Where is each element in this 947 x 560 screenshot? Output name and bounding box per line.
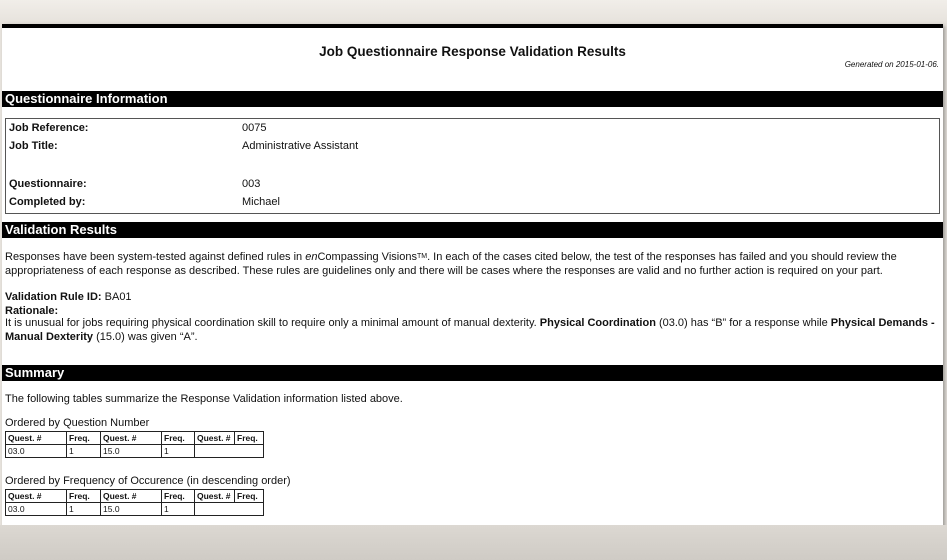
brand-en: en [305,251,318,263]
header-quest: Quest. # [101,490,162,503]
generated-date: Generated on 2015-01-06. [844,60,939,69]
cell-quest: 03.0 [6,445,67,458]
validation-rule-line [5,290,941,304]
section-header-summary: Summary [2,365,943,381]
table-caption-by-frequency: Ordered by Frequency of Occurence (in descending order) [5,475,291,487]
rationale-physical-coordination: Physical Coordination [539,317,656,329]
questionnaire-value: 003 [242,178,261,190]
questionnaire-label: Questionnaire: [9,178,87,190]
header-quest: Quest. # [195,432,235,445]
cell-freq: 1 [162,445,195,458]
cell-freq: 1 [67,445,101,458]
table-caption-by-question: Ordered by Question Number [5,417,150,429]
header-freq: Freq. [235,432,264,445]
section-header-validation-results: Validation Results [2,222,943,238]
job-reference-label: Job Reference: [9,122,89,134]
header-quest: Quest. # [6,490,67,503]
table-row [6,445,264,458]
header-freq: Freq. [67,490,101,503]
window-background-top [0,0,947,24]
validation-rule-label: Validation Rule ID: [5,291,102,303]
header-freq: Freq. [162,490,195,503]
cell-empty [195,503,264,516]
brand-name: Compassing Visions [317,251,417,263]
summary-intro: The following tables summarize the Response Validation information listed above. [5,393,403,405]
header-freq: Freq. [162,432,195,445]
completed-by-label: Completed by: [9,196,86,208]
header-quest: Quest. # [195,490,235,503]
report-page [2,24,943,528]
validation-rule-id: BA01 [104,291,132,303]
job-reference-value: 0075 [242,122,267,134]
validation-intro-start: Responses have been system-tested against defined rules in [5,251,306,263]
rationale-manual-dexterity: Physical Demands - Manual Dexterity [5,317,935,343]
summary-table-by-question [5,431,264,458]
rationale-label: Rationale: [5,305,59,317]
header-quest: Quest. # [6,432,67,445]
rationale-part-1: It is unusual for jobs requiring physical coordination skill to require only a minimal amount of manual dexterity. [5,317,540,329]
summary-table-by-frequency [5,489,264,516]
table-header-row [6,490,264,503]
validation-intro-end: . In each of the cases cited below, the test of the responses has failed and you should review the appropriateness of each response as described. These rules are guidelines only and there will be cases where the responses are valid and no further action is required on your part. [5,251,897,277]
completed-by-value: Michael [242,196,280,208]
cell-quest: 15.0 [101,503,162,516]
cell-quest: 03.0 [6,503,67,516]
trademark-mark: TM [416,253,428,260]
job-title-value: Administrative Assistant [242,140,359,152]
questionnaire-info-box [5,118,940,214]
cell-empty [195,445,264,458]
rationale-part-3: (15.0) was given “A”. [93,331,198,343]
header-freq: Freq. [67,432,101,445]
cell-freq: 1 [162,503,195,516]
job-title-label: Job Title: [9,140,58,152]
header-freq: Freq. [235,490,264,503]
validation-intro [5,250,941,278]
report-title: Job Questionnaire Response Validation Results [319,44,626,59]
section-header-questionnaire-information: Questionnaire Information [2,91,943,107]
header-quest: Quest. # [101,432,162,445]
cell-quest: 15.0 [101,445,162,458]
window-background-bottom [0,525,947,560]
rationale-part-2: (03.0) has “B” for a response while [655,317,831,329]
table-header-row [6,432,264,445]
cell-freq: 1 [67,503,101,516]
table-row [6,503,264,516]
rationale-text [5,316,941,344]
